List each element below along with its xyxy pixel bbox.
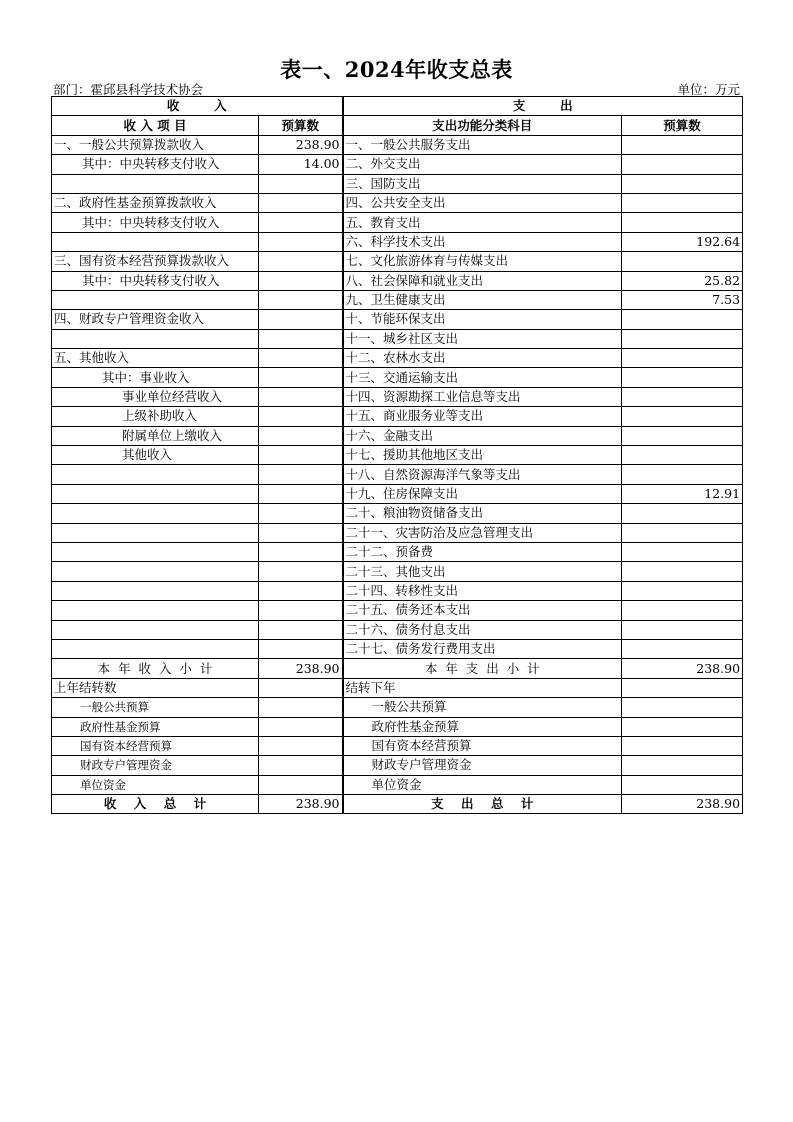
expense-value-cell: 192.64 bbox=[622, 232, 743, 251]
income-value-cell bbox=[259, 504, 343, 523]
table-row bbox=[52, 542, 743, 561]
expense-value-cell bbox=[622, 135, 743, 154]
income-value-cell bbox=[259, 581, 343, 600]
income-value-cell bbox=[259, 387, 343, 406]
expense-value-cell bbox=[622, 155, 743, 174]
carry-out-value-cell bbox=[622, 698, 743, 717]
expense-item-cell: 二十二、预备费 bbox=[343, 542, 622, 561]
carry-out-item-cell: 财政专户管理资金 bbox=[343, 756, 622, 775]
total-row bbox=[52, 795, 743, 814]
income-item-cell bbox=[52, 601, 259, 620]
income-item-cell: 一、一般公共预算拨款收入 bbox=[52, 135, 259, 154]
income-item-cell: 五、其他收入 bbox=[52, 349, 259, 368]
income-value-cell bbox=[259, 174, 343, 193]
table-row bbox=[52, 155, 743, 174]
income-item-cell: 其中：中央转移支付收入 bbox=[52, 213, 259, 232]
expense-value-cell bbox=[622, 601, 743, 620]
section-header-row bbox=[52, 97, 743, 116]
expense-subtotal-value: 238.90 bbox=[622, 659, 743, 678]
income-item-cell: 二、政府性基金预算拨款收入 bbox=[52, 193, 259, 212]
carry-out-item-cell: 单位资金 bbox=[343, 775, 622, 794]
carry-in-item-cell: 政府性基金预算 bbox=[52, 717, 259, 736]
income-value-cell bbox=[259, 523, 343, 542]
expense-item-cell: 二十六、债务付息支出 bbox=[343, 620, 622, 639]
income-value-cell bbox=[259, 271, 343, 290]
expense-value-cell bbox=[622, 213, 743, 232]
expense-item-cell: 九、卫生健康支出 bbox=[343, 290, 622, 309]
next-year-carryover-value bbox=[622, 678, 743, 697]
table-row bbox=[52, 620, 743, 639]
expense-value-cell bbox=[622, 504, 743, 523]
income-item-cell bbox=[52, 542, 259, 561]
table-row bbox=[52, 290, 743, 309]
expense-item-cell: 二十、粮油物资储备支出 bbox=[343, 504, 622, 523]
expense-item-cell: 二十一、灾害防治及应急管理支出 bbox=[343, 523, 622, 542]
column-header-row bbox=[52, 116, 743, 135]
table-row bbox=[52, 581, 743, 600]
income-value-cell bbox=[259, 620, 343, 639]
department-label: 部门：霍邱县科学技术协会 bbox=[53, 82, 204, 97]
table-row bbox=[52, 523, 743, 542]
expense-item-cell: 二十七、债务发行费用支出 bbox=[343, 639, 622, 658]
expense-total-label: 支 出 总 计 bbox=[343, 795, 622, 814]
expense-value-cell bbox=[622, 407, 743, 426]
carry-in-value-cell bbox=[259, 736, 343, 755]
carry-over-detail-row bbox=[52, 756, 743, 775]
income-item-cell bbox=[52, 329, 259, 348]
income-item-cell bbox=[52, 504, 259, 523]
table-row bbox=[52, 271, 743, 290]
unit-label: 单位：万元 bbox=[677, 82, 740, 97]
expense-value-cell bbox=[622, 523, 743, 542]
income-item-cell bbox=[52, 290, 259, 309]
income-item-cell: 附属单位上缴收入 bbox=[52, 426, 259, 445]
expense-value-cell bbox=[622, 620, 743, 639]
expense-value-cell: 7.53 bbox=[622, 290, 743, 309]
income-item-cell bbox=[52, 484, 259, 503]
expense-value-cell bbox=[622, 329, 743, 348]
carry-over-detail-row bbox=[52, 698, 743, 717]
income-value-cell bbox=[259, 232, 343, 251]
expense-value-cell bbox=[622, 562, 743, 581]
expense-item-cell: 二、外交支出 bbox=[343, 155, 622, 174]
income-item-cell bbox=[52, 232, 259, 251]
expense-value-cell bbox=[622, 639, 743, 658]
expense-item-cell: 二十五、债务还本支出 bbox=[343, 601, 622, 620]
expense-item-cell: 十五、商业服务业等支出 bbox=[343, 407, 622, 426]
expense-item-cell: 五、教育支出 bbox=[343, 213, 622, 232]
income-value-cell bbox=[259, 601, 343, 620]
expense-item-cell: 十三、交通运输支出 bbox=[343, 368, 622, 387]
expense-value-cell bbox=[622, 387, 743, 406]
page-title: 表一、2024年收支总表 bbox=[280, 57, 513, 82]
expense-budget-header: 预算数 bbox=[622, 116, 743, 135]
income-item-cell bbox=[52, 639, 259, 658]
income-value-cell bbox=[259, 193, 343, 212]
expense-value-cell bbox=[622, 349, 743, 368]
income-value-cell bbox=[259, 484, 343, 503]
income-item-cell: 其中：中央转移支付收入 bbox=[52, 271, 259, 290]
income-item-cell bbox=[52, 562, 259, 581]
expense-section-header: 支 出 bbox=[343, 97, 743, 116]
income-value-cell bbox=[259, 310, 343, 329]
expense-item-cell: 二十三、其他支出 bbox=[343, 562, 622, 581]
carry-in-value-cell bbox=[259, 775, 343, 794]
income-item-cell: 三、国有资本经营预算拨款收入 bbox=[52, 252, 259, 271]
income-item-cell: 其中：中央转移支付收入 bbox=[52, 155, 259, 174]
expense-value-cell bbox=[622, 465, 743, 484]
table-row bbox=[52, 329, 743, 348]
expense-item-cell: 十七、援助其他地区支出 bbox=[343, 446, 622, 465]
income-value-cell: 238.90 bbox=[259, 135, 343, 154]
carry-out-item-cell: 政府性基金预算 bbox=[343, 717, 622, 736]
income-value-cell bbox=[259, 349, 343, 368]
expense-item-cell: 十九、住房保障支出 bbox=[343, 484, 622, 503]
income-value-cell bbox=[259, 213, 343, 232]
income-value-cell: 14.00 bbox=[259, 155, 343, 174]
income-item-cell bbox=[52, 174, 259, 193]
income-item-cell bbox=[52, 620, 259, 639]
carry-out-item-cell: 国有资本经营预算 bbox=[343, 736, 622, 755]
income-value-cell bbox=[259, 426, 343, 445]
income-subtotal-label: 本 年 收 入 小 计 bbox=[52, 659, 259, 678]
table-row bbox=[52, 446, 743, 465]
income-value-cell bbox=[259, 329, 343, 348]
carry-in-value-cell bbox=[259, 698, 343, 717]
carry-over-detail-row bbox=[52, 775, 743, 794]
expense-value-cell bbox=[622, 310, 743, 329]
table-row bbox=[52, 349, 743, 368]
carry-out-value-cell bbox=[622, 756, 743, 775]
table-row bbox=[52, 135, 743, 154]
carry-in-item-cell: 一般公共预算 bbox=[52, 698, 259, 717]
expense-value-cell bbox=[622, 193, 743, 212]
table-row bbox=[52, 426, 743, 445]
income-item-cell: 其他收入 bbox=[52, 446, 259, 465]
subtotal-row bbox=[52, 659, 743, 678]
income-item-cell: 上级补助收入 bbox=[52, 407, 259, 426]
table-row bbox=[52, 465, 743, 484]
expense-value-cell: 12.91 bbox=[622, 484, 743, 503]
income-value-cell bbox=[259, 465, 343, 484]
expense-item-header: 支出功能分类科目 bbox=[343, 116, 622, 135]
income-item-cell bbox=[52, 465, 259, 484]
carry-in-item-cell: 财政专户管理资金 bbox=[52, 756, 259, 775]
carry-over-row bbox=[52, 678, 743, 697]
income-value-cell bbox=[259, 446, 343, 465]
expense-subtotal-label: 本 年 支 出 小 计 bbox=[343, 659, 622, 678]
prior-year-carryover-label: 上年结转数 bbox=[52, 678, 259, 697]
income-item-cell bbox=[52, 581, 259, 600]
table-row bbox=[52, 484, 743, 503]
table-row bbox=[52, 174, 743, 193]
carry-out-value-cell bbox=[622, 736, 743, 755]
table-row bbox=[52, 601, 743, 620]
income-budget-header: 预算数 bbox=[259, 116, 343, 135]
income-item-cell: 其中：事业收入 bbox=[52, 368, 259, 387]
prior-year-carryover-value bbox=[259, 678, 343, 697]
table-row bbox=[52, 310, 743, 329]
table-row bbox=[52, 252, 743, 271]
expense-value-cell bbox=[622, 542, 743, 561]
table-row bbox=[52, 504, 743, 523]
income-item-cell: 四、财政专户管理资金收入 bbox=[52, 310, 259, 329]
expense-item-cell: 十六、金融支出 bbox=[343, 426, 622, 445]
table-row bbox=[52, 368, 743, 387]
table-row bbox=[52, 639, 743, 658]
income-item-header: 收 入 项 目 bbox=[52, 116, 259, 135]
table-row bbox=[52, 407, 743, 426]
carry-out-value-cell bbox=[622, 775, 743, 794]
income-section-header: 收 入 bbox=[52, 97, 343, 116]
next-year-carryover-label: 结转下年 bbox=[343, 678, 622, 697]
expense-value-cell bbox=[622, 426, 743, 445]
expense-item-cell: 八、社会保障和就业支出 bbox=[343, 271, 622, 290]
expense-value-cell bbox=[622, 446, 743, 465]
income-value-cell bbox=[259, 639, 343, 658]
table-row bbox=[52, 387, 743, 406]
expense-item-cell: 七、文化旅游体育与传媒支出 bbox=[343, 252, 622, 271]
income-value-cell bbox=[259, 407, 343, 426]
expense-value-cell bbox=[622, 252, 743, 271]
expense-value-cell: 25.82 bbox=[622, 271, 743, 290]
expense-item-cell: 四、公共安全支出 bbox=[343, 193, 622, 212]
carry-in-item-cell: 单位资金 bbox=[52, 775, 259, 794]
income-total-label: 收 入 总 计 bbox=[52, 795, 259, 814]
expense-item-cell: 一、一般公共服务支出 bbox=[343, 135, 622, 154]
income-total-value: 238.90 bbox=[259, 795, 343, 814]
table-row bbox=[52, 232, 743, 251]
income-value-cell bbox=[259, 252, 343, 271]
carry-out-item-cell: 一般公共预算 bbox=[343, 698, 622, 717]
expense-item-cell: 六、科学技术支出 bbox=[343, 232, 622, 251]
expense-item-cell: 十四、资源勘探工业信息等支出 bbox=[343, 387, 622, 406]
table-row bbox=[52, 213, 743, 232]
carry-over-detail-row bbox=[52, 736, 743, 755]
budget-summary-table bbox=[51, 96, 743, 814]
table-row bbox=[52, 562, 743, 581]
expense-item-cell: 三、国防支出 bbox=[343, 174, 622, 193]
expense-item-cell: 十、节能环保支出 bbox=[343, 310, 622, 329]
income-item-cell: 事业单位经营收入 bbox=[52, 387, 259, 406]
income-value-cell bbox=[259, 368, 343, 387]
income-subtotal-value: 238.90 bbox=[259, 659, 343, 678]
carry-in-item-cell: 国有资本经营预算 bbox=[52, 736, 259, 755]
table-row bbox=[52, 193, 743, 212]
expense-item-cell: 二十四、转移性支出 bbox=[343, 581, 622, 600]
expense-item-cell: 十八、自然资源海洋气象等支出 bbox=[343, 465, 622, 484]
expense-total-value: 238.90 bbox=[622, 795, 743, 814]
income-value-cell bbox=[259, 542, 343, 561]
expense-value-cell bbox=[622, 368, 743, 387]
expense-value-cell bbox=[622, 581, 743, 600]
expense-item-cell: 十一、城乡社区支出 bbox=[343, 329, 622, 348]
income-item-cell bbox=[52, 523, 259, 542]
carry-out-value-cell bbox=[622, 717, 743, 736]
expense-value-cell bbox=[622, 174, 743, 193]
carry-in-value-cell bbox=[259, 756, 343, 775]
expense-item-cell: 十二、农林水支出 bbox=[343, 349, 622, 368]
income-value-cell bbox=[259, 562, 343, 581]
carry-in-value-cell bbox=[259, 717, 343, 736]
income-value-cell bbox=[259, 290, 343, 309]
carry-over-detail-row bbox=[52, 717, 743, 736]
